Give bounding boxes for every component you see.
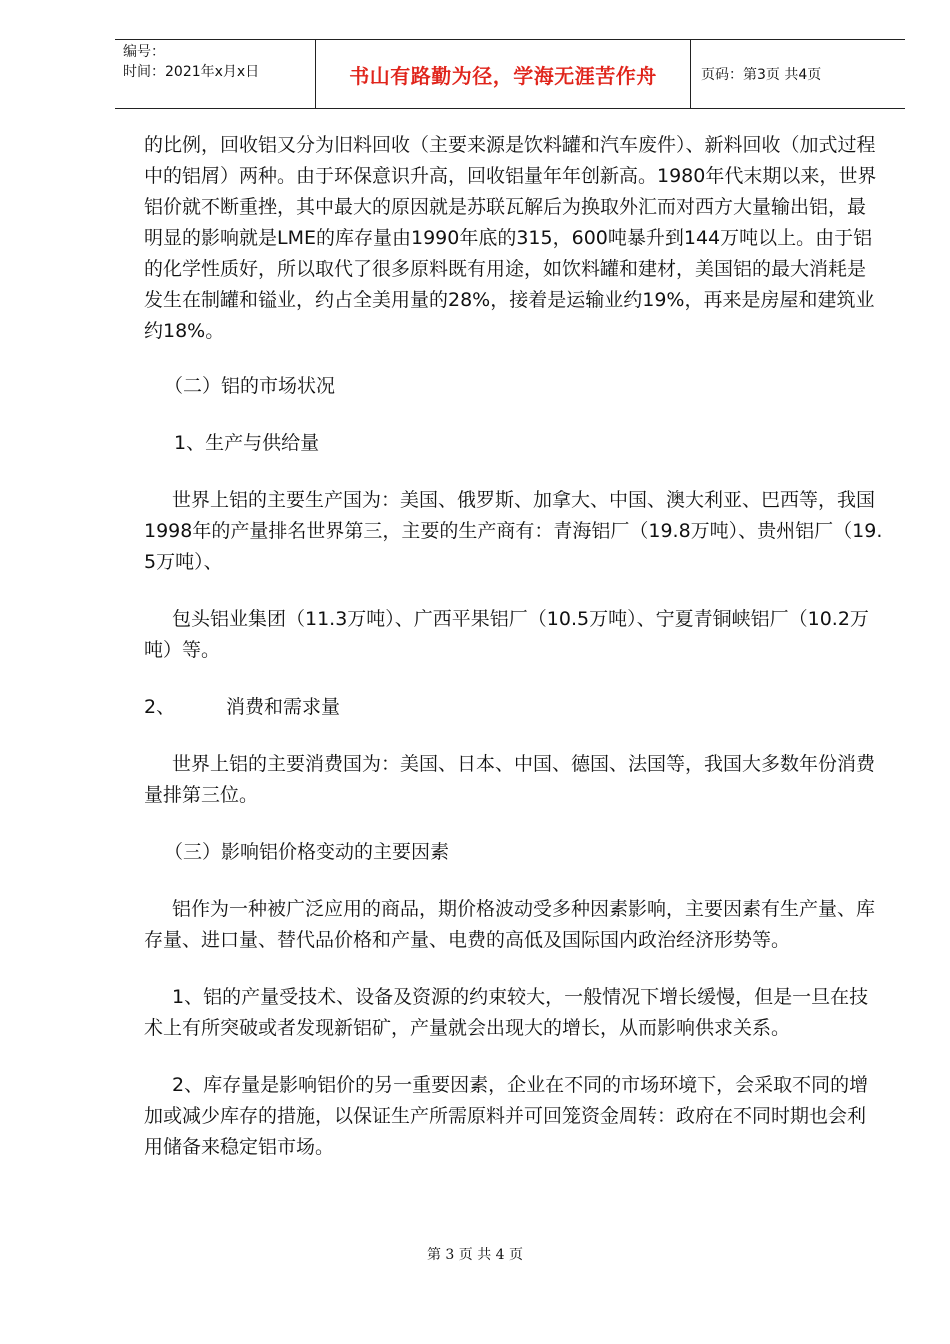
paragraph-producers-continued: 包头铝业集团（11.3万吨）、广西平果铝厂（10.5万吨）、宁夏青铜峡铝厂（10.2万吨）等。 [144,608,869,661]
header-motto-cell [316,40,691,108]
section-heading-price-factors: （三）影响铝价格变动的主要因素 [164,841,450,863]
header-page-info: 页码：第3页 共4页 [701,67,822,83]
subheading-production-supply: 1、生产与供给量 [174,432,320,454]
paragraph-price-factors: 铝作为一种被广泛应用的商品，期价格波动受多种因素影响，主要因素有生产量、库存量、进口量、替代品价格和产量、电费的高低及国际国内政治经济形势等。 [144,898,876,951]
section-heading-market-status: （二）铝的市场状况 [164,375,336,397]
document-number-label: 编号： [123,44,165,60]
page-header [115,39,905,109]
footer-page-number: 第 3 页 共 4 页 [426,1247,524,1263]
paragraph-producers: 世界上铝的主要生产国为：美国、俄罗斯、加拿大、中国、澳大利亚、巴西等，我国1998年的产量排名世界第三，主要的生产商有：青海铝厂（19.8万吨）、贵州铝厂（19.5万吨）、 [144,489,883,573]
paragraph-recycled-aluminum: 的比例，回收铝又分为旧料回收（主要来源是饮料罐和汽车废件）、新料回收（加式过程中的铝屑）两种。由于环保意识升高，回收铝量年年创新高。1980年代末期以来，世界铝价就不断重挫，其中最大的原因就是苏联瓦解后为换取外汇而对西方大量输出铝，最明显的影响就是LME的库存量由1990年底的315，600吨暴升到144万吨以上。由于铝的化学性质好，所以取代了很多原料既有用途，如饮料罐和建材，美国铝的最大消耗是发生在制罐和镒业，约占全美用量的28%，接着是运输业约19%，再来是房屋和建筑业约18%。 [144,134,877,342]
header-motto: 书山有路勤为径，学海无涯苦作舟 [349,63,657,88]
header-page-cell [691,40,905,108]
paragraph-output-factor: 1、铝的产量受技术、设备及资源的约束较大，一般情况下增长缓慢，但是一旦在技术上有所突破或者发现新铝矿，产量就会出现大的增长，从而影响供求关系。 [144,986,869,1039]
page-footer [0,1244,950,1264]
header-meta-cell [115,40,316,108]
document-body [144,130,884,1163]
subheading-text: 消费和需求量 [226,696,341,718]
subheading-consumption-demand [144,692,884,723]
paragraph-consumers: 世界上铝的主要消费国为：美国、日本、中国、德国、法国等，我国大多数年份消费量排第三位。 [144,753,876,806]
subheading-number: 2、 [144,696,176,718]
paragraph-inventory-factor: 2、库存量是影响铝价的另一重要因素，企业在不同的市场环境下，会采取不同的增加或减少库存的措施，以保证生产所需原料并可回笼资金周转：政府在不同时期也会利用储备来稳定铝市场。 [144,1074,869,1158]
document-time-label: 时间：2021年x月x日 [123,64,260,80]
